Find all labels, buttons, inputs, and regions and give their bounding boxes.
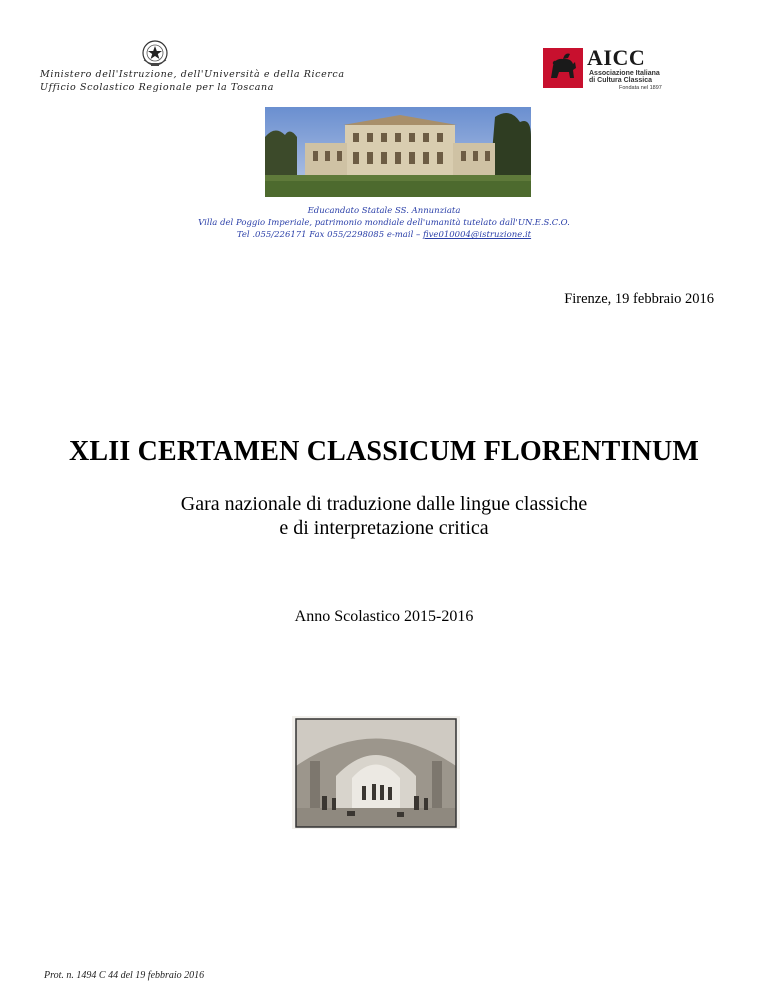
protocol-number: Prot. n. 1494 C 44 del 19 febbraio 2016 — [44, 970, 205, 981]
aicc-header — [543, 45, 678, 92]
aicc-line1: Associazione Italiana — [589, 70, 660, 77]
school-address: Villa del Poggio Imperiale, patrimonio mondiale dell'umanità tutelato dall'UN.E.S.C.O. — [198, 218, 570, 228]
contacts-phone-fax: Tel .055/226171 Fax 055/2298085 e-mail – — [236, 230, 423, 240]
aicc-founded: Fondata nel 1897 — [619, 85, 662, 91]
italian-republic-emblem-icon — [140, 38, 170, 68]
document-date: Firenze, 19 febbraio 2016 — [564, 291, 714, 307]
school-contacts — [150, 230, 618, 240]
school-year: Anno Scolastico 2015-2016 — [294, 608, 474, 625]
subtitle-line1: Gara nazionale di traduzione dalle lingue classiche — [180, 493, 588, 515]
page-title: XLII CERTAMEN CLASSICUM FLORENTINUM — [68, 436, 700, 467]
ministry-name: Ministero dell'Istruzione, dell'Università e della Ricerca — [40, 69, 345, 80]
subtitle-line2: e di interpretazione critica — [279, 517, 489, 539]
school-email-link[interactable]: five010004@istruzione.it — [422, 230, 532, 240]
regional-office-name: Ufficio Scolastico Regionale per la Toscana — [40, 82, 275, 93]
school-of-athens-engraving — [292, 716, 460, 829]
school-name: Educandato Statale SS. Annunziata — [307, 206, 461, 216]
ministry-header — [40, 38, 345, 100]
villa-photo — [265, 107, 531, 197]
aicc-chimera-logo-icon — [543, 48, 583, 88]
aicc-name: AICC — [587, 45, 646, 70]
aicc-line2: di Cultura Classica — [589, 77, 653, 84]
